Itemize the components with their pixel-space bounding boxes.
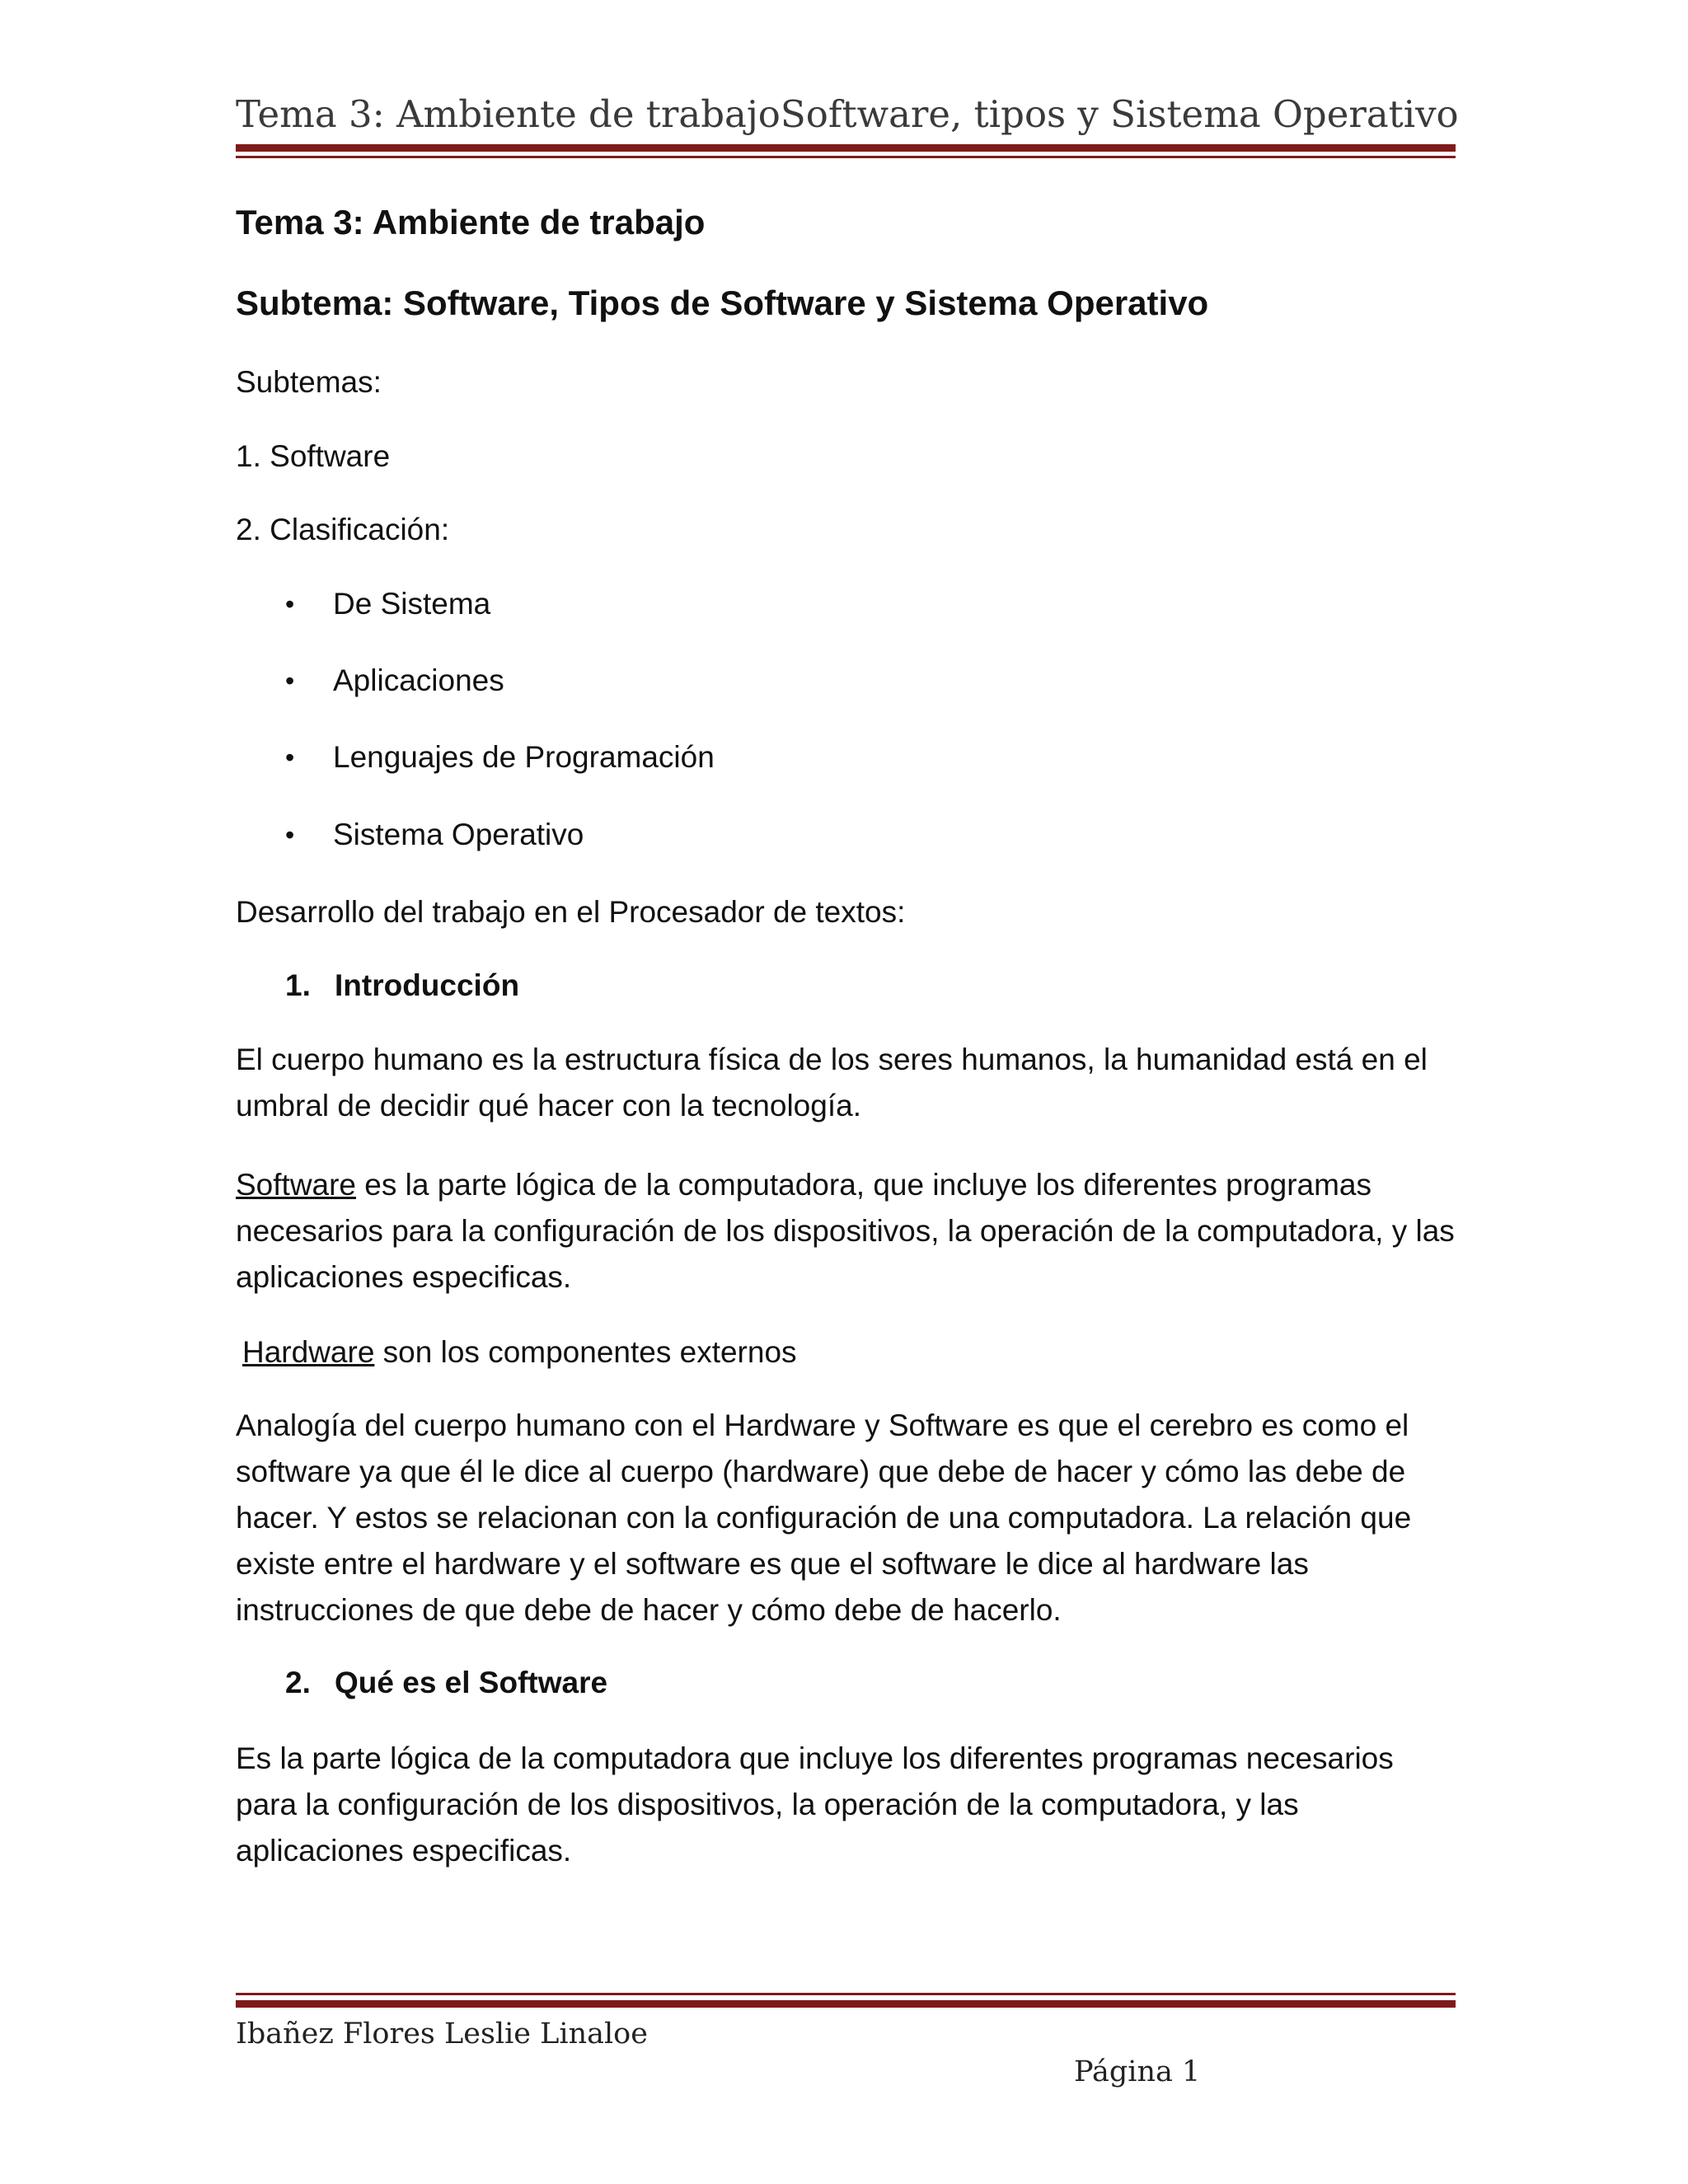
header-right-title: Software, tipos y Sistema Operativo	[780, 92, 1459, 136]
subtema-item-1: 1. Software	[236, 439, 391, 473]
desarrollo-line: Desarrollo del trabajo en el Procesador de textos:	[236, 895, 906, 929]
page-header	[236, 92, 1459, 136]
bullet-item	[285, 587, 490, 621]
bullet-label: De Sistema	[333, 587, 491, 621]
bullet-icon: •	[285, 588, 295, 619]
page-title: Tema 3: Ambiente de trabajo	[236, 203, 706, 241]
software-term: Software	[236, 1168, 357, 1202]
header-rule-thin	[236, 156, 1456, 158]
hardware-definition: son los componentes externos	[374, 1335, 797, 1369]
bullet-item	[285, 663, 504, 698]
analogia-paragraph: Analogía del cuerpo humano con el Hardware y Software es que el cerebro es como el software ya que él le dice al cuerpo (hardware) que debe de hacer y cómo las debe de hacer. Y estos se relacionan con la configuración de una computadora. La relación que existe entre el hardware y el software es que el software le dice al hardware las instrucciones de que debe de hacer y cómo debe de hacerlo.	[236, 1408, 1412, 1627]
software-definition: es la parte lógica de la computadora, que incluye los diferentes programas necesarios para la configuración de los dispositivos, la operación de la computadora, y las aplicaciones especificas.	[236, 1168, 1455, 1294]
page-subtitle: Subtema: Software, Tipos de Software y Sistema Operativo	[236, 284, 1209, 322]
section-number: 1.	[285, 968, 311, 1002]
bullet-icon: •	[285, 665, 295, 696]
section-number: 2.	[285, 1666, 311, 1699]
section-title: Introducción	[335, 968, 520, 1002]
bullet-icon: •	[285, 742, 295, 772]
bullet-label: Lenguajes de Programación	[333, 740, 715, 774]
footer-author: Ibañez Flores Leslie Linaloe	[236, 2018, 648, 2050]
bullet-item	[285, 818, 584, 852]
intro-paragraph: El cuerpo humano es la estructura física de los seres humanos, la humanidad está en el umbral de decidir qué hacer con la tecnología.	[236, 1043, 1428, 1122]
footer-rule-thick	[236, 2000, 1456, 2008]
hardware-term: Hardware	[242, 1335, 375, 1369]
header-left-title: Tema 3: Ambiente de trabajo	[236, 92, 781, 136]
section-title: Qué es el Software	[335, 1666, 608, 1699]
subtemas-label: Subtemas:	[236, 365, 382, 399]
bullet-item	[285, 740, 715, 775]
bullet-label: Aplicaciones	[333, 663, 504, 697]
section-heading-introduccion	[285, 968, 519, 1003]
que-es-paragraph: Es la parte lógica de la computadora que incluye los diferentes programas necesarios para la configuración de los dispositivos, la operación de la computadora, y las aplicaciones especificas.	[236, 1741, 1394, 1868]
software-paragraph	[236, 1162, 1456, 1301]
section-heading-que-es-software	[285, 1666, 607, 1700]
footer-page-number: Página 1	[1074, 2055, 1201, 2088]
bullet-icon: •	[285, 819, 295, 850]
subtema-item-2: 2. Clasificación:	[236, 513, 450, 546]
footer-rule-thin	[236, 1993, 1456, 1995]
header-rule-thick	[236, 144, 1456, 152]
bullet-label: Sistema Operativo	[333, 818, 584, 851]
hardware-paragraph	[242, 1329, 1462, 1376]
